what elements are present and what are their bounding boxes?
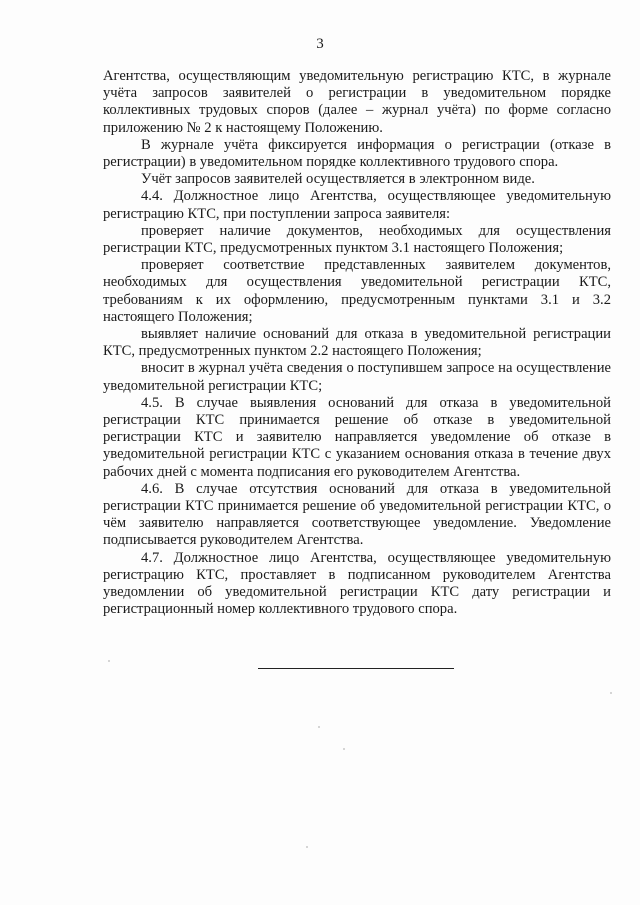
paragraph-identify-grounds: выявляет наличие оснований для отказа в уведомительной регистрации КТС, предусмотренных пунктом 2.2 настоящего Положения; [103, 326, 611, 360]
scan-speck [318, 726, 320, 728]
page-number: 3 [316, 36, 324, 52]
paragraph-check-documents: проверяет наличие документов, необходимых для осуществления регистрации КТС, предусмотренных пунктом 3.1 настоящего Положения; [103, 222, 611, 257]
paragraph-continuation: Агентства, осуществляющим уведомительную регистрацию КТС, в журнале учёта запросов заявителей о регистрации в уведомительном порядке коллективных трудовых споров (далее – журнал учёта) по форме согласно приложению № 2 к настоящему Положению. [103, 68, 611, 136]
paragraph-4-5: 4.5. В случае выявления оснований для отказа в уведомительной регистрации КТС принимается решение об отказе в уведомительной регистрации КТС и заявителю направляется уведомление об отказе в уведомительной регистрации КТС с указанием основания отказа в течение двух рабочих дней с момента подписания его руководителем Агентства. [103, 394, 611, 480]
scan-speck [610, 692, 612, 694]
scan-speck [343, 748, 345, 750]
paragraph-4-6: 4.6. В случае отсутствия оснований для отказа в уведомительной регистрации КТС принимается решение об уведомительной регистрации КТС, о чём заявителю направляется соответствующее уведомление. Уведомление подписывается руководителем Агентства. [103, 480, 611, 549]
paragraph-enter-journal: вносит в журнал учёта сведения о поступившем запросе на осуществление уведомительной регистрации КТС; [103, 360, 611, 394]
paragraph-journal-info: В журнале учёта фиксируется информация о регистрации (отказе в регистрации) в уведомительном порядке коллективного трудового спора. [103, 136, 611, 171]
scan-speck [108, 660, 110, 662]
scan-speck [306, 846, 308, 848]
document-body [103, 68, 611, 619]
paragraph-check-compliance: проверяет соответствие представленных заявителем документов, необходимых для осуществления уведомительной регистрации КТС, требованиям к их оформлению, предусмотренным пунктами 3.1 и 3.2 настоящего Положения; [103, 257, 611, 325]
paragraph-4-4: 4.4. Должностное лицо Агентства, осуществляющее уведомительную регистрацию КТС, при поступлении запроса заявителя: [103, 188, 611, 222]
paragraph-electronic-record: Учёт запросов заявителей осуществляется в электронном виде. [141, 171, 535, 188]
paragraph-4-7: 4.7. Должностное лицо Агентства, осуществляющее уведомительную регистрацию КТС, проставляет в подписанном руководителем Агентства уведомлении об уведомительной регистрации КТС дату регистрации и регистрационный номер коллективного трудового спора. [103, 549, 611, 618]
closing-rule [258, 668, 454, 669]
